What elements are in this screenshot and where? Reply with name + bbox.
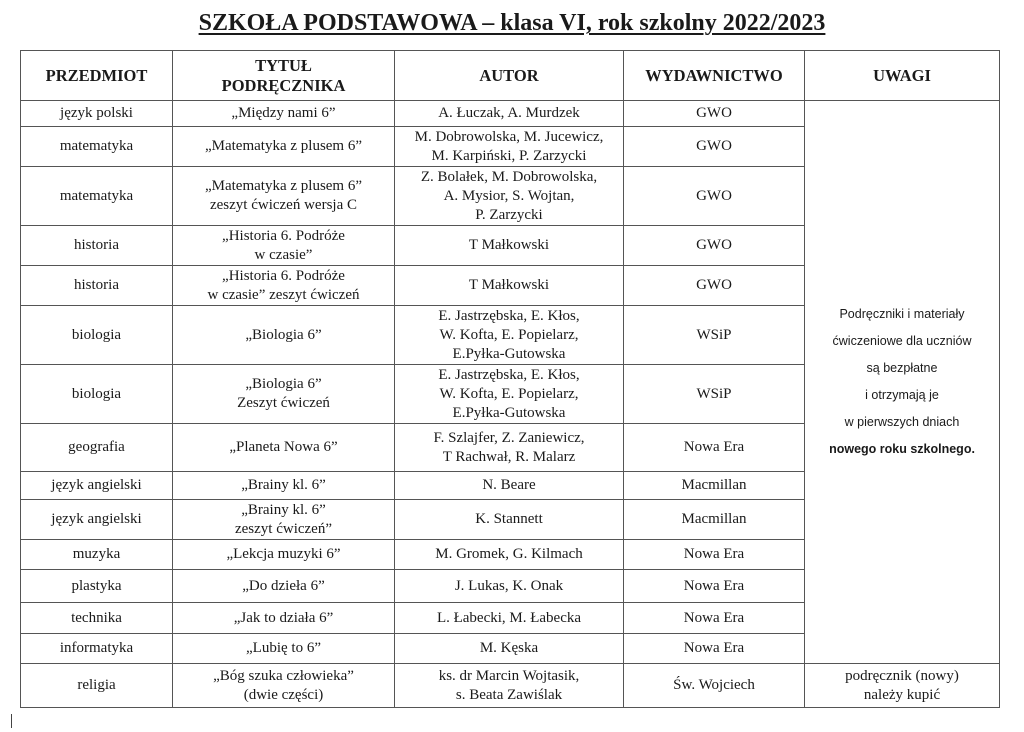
publisher-cell: GWO [624, 127, 805, 167]
publisher-cell: GWO [624, 226, 805, 266]
author-cell: M. Kęska [395, 634, 624, 664]
subject-cell: muzyka [21, 540, 173, 570]
author-cell: E. Jastrzębska, E. Kłos, W. Kofta, E. Popielarz, E.Pyłka-Gutowska [395, 306, 624, 365]
remarks-cell [805, 101, 1000, 664]
remarks-line: w pierwszych dniach [844, 415, 960, 429]
remarks-bold-line: nowego roku szkolnego. [829, 442, 975, 456]
header-subject: PRZEDMIOT [21, 51, 173, 101]
publisher-cell: GWO [624, 167, 805, 226]
book-title-cell: „Matematyka z plusem 6” [173, 127, 395, 167]
subject-cell: historia [21, 226, 173, 266]
book-title-cell: „Bóg szuka człowieka” (dwie części) [173, 664, 395, 708]
book-title-cell: „Matematyka z plusem 6” zeszyt ćwiczeń wersja C [173, 167, 395, 226]
book-title-cell: „Między nami 6” [173, 101, 395, 127]
publisher-cell: WSiP [624, 306, 805, 365]
publisher-cell: GWO [624, 266, 805, 306]
header-row [21, 51, 1000, 101]
publisher-cell: GWO [624, 101, 805, 127]
subject-cell: matematyka [21, 167, 173, 226]
subject-cell: język angielski [21, 500, 173, 540]
publisher-cell: Macmillan [624, 472, 805, 500]
publisher-cell: Nowa Era [624, 603, 805, 634]
author-cell: L. Łabecki, M. Łabecka [395, 603, 624, 634]
publisher-cell: Macmillan [624, 500, 805, 540]
publisher-cell: WSiP [624, 365, 805, 424]
subject-cell: religia [21, 664, 173, 708]
book-title-cell: „Historia 6. Podróże w czasie” [173, 226, 395, 266]
header-publisher: WYDAWNICTWO [624, 51, 805, 101]
subject-cell: język polski [21, 101, 173, 127]
author-cell: K. Stannett [395, 500, 624, 540]
table-row [21, 101, 1000, 127]
publisher-cell: Św. Wojciech [624, 664, 805, 708]
text-cursor [11, 714, 12, 728]
book-title-cell: „Lekcja muzyki 6” [173, 540, 395, 570]
author-cell: ks. dr Marcin Wojtasik, s. Beata Zawiślak [395, 664, 624, 708]
subject-cell: matematyka [21, 127, 173, 167]
religion-remark-cell: podręcznik (nowy) należy kupić [805, 664, 1000, 708]
remarks-line: i otrzymają je [865, 388, 939, 402]
author-cell: T Małkowski [395, 226, 624, 266]
subject-cell: informatyka [21, 634, 173, 664]
header-title: TYTUŁ PODRĘCZNIKA [173, 51, 395, 101]
publisher-cell: Nowa Era [624, 424, 805, 472]
author-cell: N. Beare [395, 472, 624, 500]
book-title-cell: „Biologia 6” Zeszyt ćwiczeń [173, 365, 395, 424]
subject-cell: biologia [21, 306, 173, 365]
subject-cell: język angielski [21, 472, 173, 500]
book-title-cell: „Brainy kl. 6” zeszyt ćwiczeń” [173, 500, 395, 540]
author-cell: Z. Bolałek, M. Dobrowolska, A. Mysior, S. Wojtan, P. Zarzycki [395, 167, 624, 226]
remarks-line: są bezpłatne [866, 361, 938, 375]
author-cell: F. Szlajfer, Z. Zaniewicz, T Rachwał, R. Malarz [395, 424, 624, 472]
author-cell: M. Dobrowolska, M. Jucewicz, M. Karpiński, P. Zarzycki [395, 127, 624, 167]
table-row-religion [21, 664, 1000, 708]
book-title-cell: „Brainy kl. 6” [173, 472, 395, 500]
textbook-table [20, 50, 1000, 708]
publisher-cell: Nowa Era [624, 570, 805, 603]
subject-cell: technika [21, 603, 173, 634]
author-cell: E. Jastrzębska, E. Kłos, W. Kofta, E. Popielarz, E.Pyłka-Gutowska [395, 365, 624, 424]
subject-cell: geografia [21, 424, 173, 472]
subject-cell: historia [21, 266, 173, 306]
book-title-cell: „Do dzieła 6” [173, 570, 395, 603]
subject-cell: plastyka [21, 570, 173, 603]
author-cell: M. Gromek, G. Kilmach [395, 540, 624, 570]
author-cell: T Małkowski [395, 266, 624, 306]
subject-cell: biologia [21, 365, 173, 424]
author-cell: J. Lukas, K. Onak [395, 570, 624, 603]
book-title-cell: „Historia 6. Podróże w czasie” zeszyt ćwiczeń [173, 266, 395, 306]
remarks-line: Podręczniki i materiały [839, 307, 965, 321]
header-author: AUTOR [395, 51, 624, 101]
page-title: SZKOŁA PODSTAWOWA – klasa VI, rok szkolny 2022/2023 [198, 10, 826, 36]
publisher-cell: Nowa Era [624, 634, 805, 664]
header-remarks: UWAGI [805, 51, 1000, 101]
book-title-cell: „Jak to działa 6” [173, 603, 395, 634]
book-title-cell: „Planeta Nowa 6” [173, 424, 395, 472]
author-cell: A. Łuczak, A. Murdzek [395, 101, 624, 127]
book-title-cell: „Biologia 6” [173, 306, 395, 365]
publisher-cell: Nowa Era [624, 540, 805, 570]
book-title-cell: „Lubię to 6” [173, 634, 395, 664]
remarks-line: ćwiczeniowe dla uczniów [832, 334, 972, 348]
